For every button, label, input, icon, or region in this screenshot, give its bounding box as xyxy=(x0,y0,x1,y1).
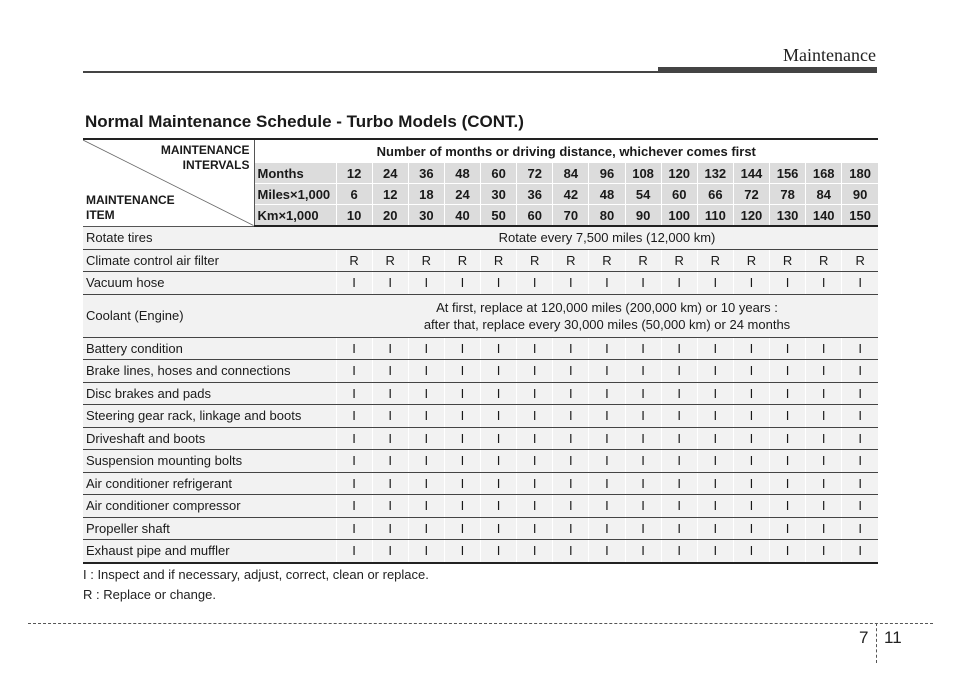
schedule-code: I xyxy=(372,540,408,563)
interval-value: 36 xyxy=(408,163,444,184)
maintenance-item-name: Suspension mounting bolts xyxy=(83,450,336,473)
maintenance-item-name: Exhaust pipe and muffler xyxy=(83,540,336,563)
interval-value: 48 xyxy=(444,163,480,184)
schedule-code: I xyxy=(553,382,589,405)
schedule-code: I xyxy=(336,427,372,450)
interval-value: 144 xyxy=(733,163,769,184)
schedule-code: I xyxy=(481,272,517,295)
schedule-code: R xyxy=(553,249,589,272)
schedule-code: I xyxy=(444,517,480,540)
schedule-code: I xyxy=(625,450,661,473)
interval-value: 40 xyxy=(444,205,480,227)
schedule-code: I xyxy=(444,382,480,405)
interval-value: 24 xyxy=(372,163,408,184)
schedule-code: I xyxy=(806,382,842,405)
schedule-code: I xyxy=(770,472,806,495)
interval-value: 66 xyxy=(697,184,733,205)
interval-value: 60 xyxy=(661,184,697,205)
schedule-code: I xyxy=(481,540,517,563)
schedule-code: I xyxy=(770,450,806,473)
schedule-code: R xyxy=(806,249,842,272)
schedule-code: I xyxy=(806,337,842,360)
interval-value: 156 xyxy=(770,163,806,184)
header-row xyxy=(83,139,878,163)
intervals-label-line2: INTERVALS xyxy=(182,158,250,172)
schedule-row xyxy=(83,382,878,405)
schedule-code: I xyxy=(336,272,372,295)
schedule-code: R xyxy=(697,249,733,272)
schedule-code: R xyxy=(842,249,878,272)
schedule-code: R xyxy=(444,249,480,272)
interval-value: 42 xyxy=(553,184,589,205)
schedule-row xyxy=(83,360,878,383)
schedule-code: I xyxy=(444,472,480,495)
schedule-code: I xyxy=(372,495,408,518)
interval-value: 120 xyxy=(733,205,769,227)
interval-value: 6 xyxy=(336,184,372,205)
schedule-code: I xyxy=(733,517,769,540)
schedule-code: I xyxy=(372,405,408,428)
schedule-code: I xyxy=(481,517,517,540)
interval-value: 10 xyxy=(336,205,372,227)
maintenance-item-name: Vacuum hose xyxy=(83,272,336,295)
maintenance-item-name: Rotate tires xyxy=(83,226,336,249)
schedule-code: R xyxy=(336,249,372,272)
schedule-code: I xyxy=(733,337,769,360)
schedule-code: I xyxy=(444,405,480,428)
schedule-code: I xyxy=(372,517,408,540)
interval-span-header: Number of months or driving distance, whichever comes first xyxy=(254,139,878,163)
schedule-code: I xyxy=(806,540,842,563)
schedule-code: I xyxy=(842,405,878,428)
schedule-code: I xyxy=(697,450,733,473)
schedule-row xyxy=(83,249,878,272)
schedule-code: I xyxy=(625,360,661,383)
interval-value: 84 xyxy=(553,163,589,184)
schedule-code: I xyxy=(625,382,661,405)
interval-value: 80 xyxy=(589,205,625,227)
page-number: 11 xyxy=(884,628,902,647)
schedule-code: I xyxy=(661,540,697,563)
schedule-row xyxy=(83,495,878,518)
schedule-code: I xyxy=(408,472,444,495)
interval-value: 96 xyxy=(589,163,625,184)
schedule-code: I xyxy=(842,337,878,360)
interval-value: 132 xyxy=(697,163,733,184)
interval-value: 108 xyxy=(625,163,661,184)
schedule-code: I xyxy=(697,427,733,450)
interval-value: 120 xyxy=(661,163,697,184)
schedule-code: I xyxy=(625,540,661,563)
legend-replace: R : Replace or change. xyxy=(83,587,216,602)
interval-value: 20 xyxy=(372,205,408,227)
schedule-note xyxy=(336,294,878,337)
schedule-code: I xyxy=(372,272,408,295)
interval-value: 70 xyxy=(553,205,589,227)
schedule-code: I xyxy=(408,495,444,518)
interval-value: 130 xyxy=(770,205,806,227)
header-rule-accent xyxy=(658,67,877,73)
schedule-code: I xyxy=(517,427,553,450)
interval-value: 72 xyxy=(517,163,553,184)
schedule-code: I xyxy=(589,382,625,405)
schedule-code: I xyxy=(408,405,444,428)
schedule-code: I xyxy=(842,272,878,295)
schedule-code: I xyxy=(661,272,697,295)
schedule-code: I xyxy=(842,517,878,540)
schedule-code: I xyxy=(589,450,625,473)
schedule-code: I xyxy=(625,405,661,428)
schedule-code: I xyxy=(517,450,553,473)
schedule-code: I xyxy=(444,272,480,295)
schedule-code: I xyxy=(481,405,517,428)
schedule-code: I xyxy=(336,382,372,405)
interval-row-label: Miles×1,000 xyxy=(254,184,336,205)
schedule-code: I xyxy=(553,337,589,360)
schedule-code: I xyxy=(408,272,444,295)
schedule-code: I xyxy=(661,337,697,360)
schedule-code: R xyxy=(661,249,697,272)
schedule-code: R xyxy=(372,249,408,272)
chapter-number: 7 xyxy=(859,628,869,647)
schedule-code: I xyxy=(372,337,408,360)
interval-value: 140 xyxy=(806,205,842,227)
maintenance-item-name: Air conditioner refrigerant xyxy=(83,472,336,495)
item-label-line1: MAINTENANCE xyxy=(86,192,175,207)
schedule-code: I xyxy=(408,540,444,563)
schedule-code: I xyxy=(806,360,842,383)
schedule-code: I xyxy=(517,472,553,495)
interval-value: 78 xyxy=(770,184,806,205)
schedule-code: I xyxy=(842,472,878,495)
schedule-note: Rotate every 7,500 miles (12,000 km) xyxy=(336,226,878,249)
schedule-code: I xyxy=(517,360,553,383)
interval-value: 90 xyxy=(625,205,661,227)
item-label xyxy=(86,193,175,223)
schedule-code: I xyxy=(336,450,372,473)
schedule-code: R xyxy=(733,249,769,272)
schedule-code: I xyxy=(625,472,661,495)
schedule-code: I xyxy=(517,495,553,518)
schedule-code: I xyxy=(625,272,661,295)
schedule-code: I xyxy=(733,360,769,383)
section-title: Maintenance xyxy=(783,45,876,65)
interval-value: 18 xyxy=(408,184,444,205)
schedule-code: I xyxy=(481,382,517,405)
schedule-code: I xyxy=(806,272,842,295)
schedule-code: I xyxy=(697,540,733,563)
schedule-code: I xyxy=(553,405,589,428)
schedule-code: I xyxy=(806,517,842,540)
interval-value: 90 xyxy=(842,184,878,205)
interval-value: 150 xyxy=(842,205,878,227)
schedule-row xyxy=(83,427,878,450)
schedule-code: I xyxy=(589,405,625,428)
schedule-code: I xyxy=(481,337,517,360)
schedule-code: I xyxy=(625,495,661,518)
schedule-code: I xyxy=(336,337,372,360)
schedule-code: R xyxy=(481,249,517,272)
schedule-code: I xyxy=(625,427,661,450)
schedule-code: I xyxy=(517,405,553,428)
schedule-code: I xyxy=(661,450,697,473)
schedule-code: I xyxy=(770,495,806,518)
maintenance-item-name: Battery condition xyxy=(83,337,336,360)
schedule-code: I xyxy=(661,472,697,495)
schedule-code: I xyxy=(733,495,769,518)
interval-value: 12 xyxy=(372,184,408,205)
interval-value: 50 xyxy=(481,205,517,227)
interval-value: 54 xyxy=(625,184,661,205)
schedule-code: I xyxy=(481,360,517,383)
schedule-code: I xyxy=(372,360,408,383)
schedule-code: I xyxy=(697,360,733,383)
schedule-code: I xyxy=(517,337,553,360)
schedule-code: I xyxy=(481,427,517,450)
schedule-code: I xyxy=(444,427,480,450)
schedule-code: I xyxy=(842,427,878,450)
schedule-code: I xyxy=(553,495,589,518)
schedule-code: I xyxy=(408,360,444,383)
schedule-code: I xyxy=(806,472,842,495)
schedule-code: I xyxy=(589,517,625,540)
interval-value: 30 xyxy=(481,184,517,205)
schedule-code: I xyxy=(842,495,878,518)
maintenance-item-name: Climate control air filter xyxy=(83,249,336,272)
schedule-code: I xyxy=(336,405,372,428)
interval-value: 84 xyxy=(806,184,842,205)
schedule-code: I xyxy=(733,405,769,428)
interval-value: 60 xyxy=(481,163,517,184)
schedule-code: I xyxy=(444,360,480,383)
schedule-code: I xyxy=(408,382,444,405)
schedule-row xyxy=(83,272,878,295)
schedule-code: I xyxy=(589,272,625,295)
schedule-code: I xyxy=(589,540,625,563)
schedule-code: I xyxy=(661,405,697,428)
maintenance-item-name: Coolant (Engine) xyxy=(83,294,336,337)
schedule-code: I xyxy=(553,517,589,540)
schedule-row xyxy=(83,294,878,337)
schedule-code: I xyxy=(770,540,806,563)
schedule-code: I xyxy=(733,540,769,563)
schedule-code: I xyxy=(408,450,444,473)
schedule-code: I xyxy=(770,382,806,405)
schedule-code: I xyxy=(589,472,625,495)
schedule-code: R xyxy=(770,249,806,272)
interval-value: 36 xyxy=(517,184,553,205)
schedule-note-line2: after that, replace every 30,000 miles (50,000 km) or 24 months xyxy=(423,316,791,332)
intervals-label xyxy=(161,143,250,173)
schedule-code: I xyxy=(408,427,444,450)
schedule-code: I xyxy=(372,472,408,495)
page-title: Normal Maintenance Schedule - Turbo Models (CONT.) xyxy=(85,112,524,131)
maintenance-item-name: Propeller shaft xyxy=(83,517,336,540)
schedule-code: I xyxy=(336,517,372,540)
schedule-row xyxy=(83,226,878,249)
schedule-code: I xyxy=(625,517,661,540)
interval-value: 12 xyxy=(336,163,372,184)
schedule-code: R xyxy=(408,249,444,272)
maintenance-item-name: Air conditioner compressor xyxy=(83,495,336,518)
schedule-code: I xyxy=(770,427,806,450)
schedule-code: I xyxy=(444,450,480,473)
schedule-code: I xyxy=(517,517,553,540)
schedule-code: I xyxy=(697,495,733,518)
schedule-code: I xyxy=(842,450,878,473)
schedule-code: I xyxy=(661,382,697,405)
schedule-row xyxy=(83,540,878,563)
schedule-code: I xyxy=(770,337,806,360)
maintenance-item-name: Steering gear rack, linkage and boots xyxy=(83,405,336,428)
schedule-code: R xyxy=(625,249,661,272)
schedule-code: I xyxy=(589,360,625,383)
schedule-note-line1: At first, replace at 120,000 miles (200,000 km) or 10 years : xyxy=(436,299,778,315)
interval-value: 72 xyxy=(733,184,769,205)
schedule-code: I xyxy=(697,337,733,360)
schedule-code: I xyxy=(697,382,733,405)
schedule-code: I xyxy=(697,517,733,540)
schedule-code: I xyxy=(372,427,408,450)
schedule-code: I xyxy=(733,472,769,495)
schedule-code: I xyxy=(336,472,372,495)
schedule-code: I xyxy=(661,495,697,518)
schedule-code: I xyxy=(733,272,769,295)
schedule-code: I xyxy=(842,360,878,383)
schedule-code: I xyxy=(806,495,842,518)
schedule-code: I xyxy=(553,450,589,473)
schedule-code: I xyxy=(589,337,625,360)
intervals-label-line1: MAINTENANCE xyxy=(160,143,250,157)
schedule-row xyxy=(83,337,878,360)
schedule-code: I xyxy=(481,450,517,473)
schedule-code: I xyxy=(770,405,806,428)
schedule-code: I xyxy=(553,360,589,383)
legend-inspect: I : Inspect and if necessary, adjust, correct, clean or replace. xyxy=(83,567,429,582)
schedule-code: I xyxy=(517,540,553,563)
schedule-code: I xyxy=(661,517,697,540)
schedule-code: I xyxy=(553,540,589,563)
schedule-code: I xyxy=(408,337,444,360)
schedule-code: I xyxy=(733,427,769,450)
schedule-code: I xyxy=(697,272,733,295)
footer-divider xyxy=(28,623,933,624)
schedule-code: I xyxy=(806,405,842,428)
interval-row-label: Km×1,000 xyxy=(254,205,336,227)
corner-header xyxy=(83,139,254,226)
schedule-code: I xyxy=(372,382,408,405)
schedule-row xyxy=(83,450,878,473)
schedule-code: I xyxy=(444,540,480,563)
schedule-code: I xyxy=(517,272,553,295)
schedule-code: I xyxy=(770,517,806,540)
item-label-line2: ITEM xyxy=(86,207,115,222)
maintenance-schedule-table xyxy=(83,138,878,564)
interval-row-label: Months xyxy=(254,163,336,184)
interval-value: 168 xyxy=(806,163,842,184)
interval-value: 48 xyxy=(589,184,625,205)
schedule-code: I xyxy=(733,382,769,405)
schedule-code: I xyxy=(336,360,372,383)
schedule-code: I xyxy=(733,450,769,473)
schedule-code: I xyxy=(444,337,480,360)
schedule-code: I xyxy=(372,450,408,473)
schedule-code: I xyxy=(842,382,878,405)
schedule-code: I xyxy=(553,472,589,495)
schedule-code: I xyxy=(481,495,517,518)
schedule-code: I xyxy=(806,450,842,473)
schedule-code: I xyxy=(553,272,589,295)
interval-value: 100 xyxy=(661,205,697,227)
schedule-code: I xyxy=(589,495,625,518)
schedule-code: I xyxy=(481,472,517,495)
maintenance-item-name: Driveshaft and boots xyxy=(83,427,336,450)
schedule-code: I xyxy=(770,272,806,295)
schedule-code: I xyxy=(336,540,372,563)
schedule-code: I xyxy=(806,427,842,450)
schedule-row xyxy=(83,472,878,495)
schedule-code: I xyxy=(553,427,589,450)
interval-value: 30 xyxy=(408,205,444,227)
schedule-code: R xyxy=(517,249,553,272)
maintenance-item-name: Disc brakes and pads xyxy=(83,382,336,405)
header-rule xyxy=(83,71,658,73)
interval-value: 60 xyxy=(517,205,553,227)
schedule-code: I xyxy=(517,382,553,405)
schedule-code: I xyxy=(408,517,444,540)
schedule-code: R xyxy=(589,249,625,272)
schedule-row xyxy=(83,405,878,428)
interval-value: 110 xyxy=(697,205,733,227)
schedule-code: I xyxy=(697,472,733,495)
interval-value: 24 xyxy=(444,184,480,205)
schedule-code: I xyxy=(625,337,661,360)
schedule-code: I xyxy=(589,427,625,450)
schedule-code: I xyxy=(336,495,372,518)
schedule-code: I xyxy=(697,405,733,428)
maintenance-item-name: Brake lines, hoses and connections xyxy=(83,360,336,383)
interval-value: 180 xyxy=(842,163,878,184)
schedule-code: I xyxy=(661,427,697,450)
schedule-code: I xyxy=(770,360,806,383)
page-number-divider xyxy=(876,623,877,663)
schedule-code: I xyxy=(444,495,480,518)
schedule-code: I xyxy=(661,360,697,383)
schedule-row xyxy=(83,517,878,540)
schedule-code: I xyxy=(842,540,878,563)
